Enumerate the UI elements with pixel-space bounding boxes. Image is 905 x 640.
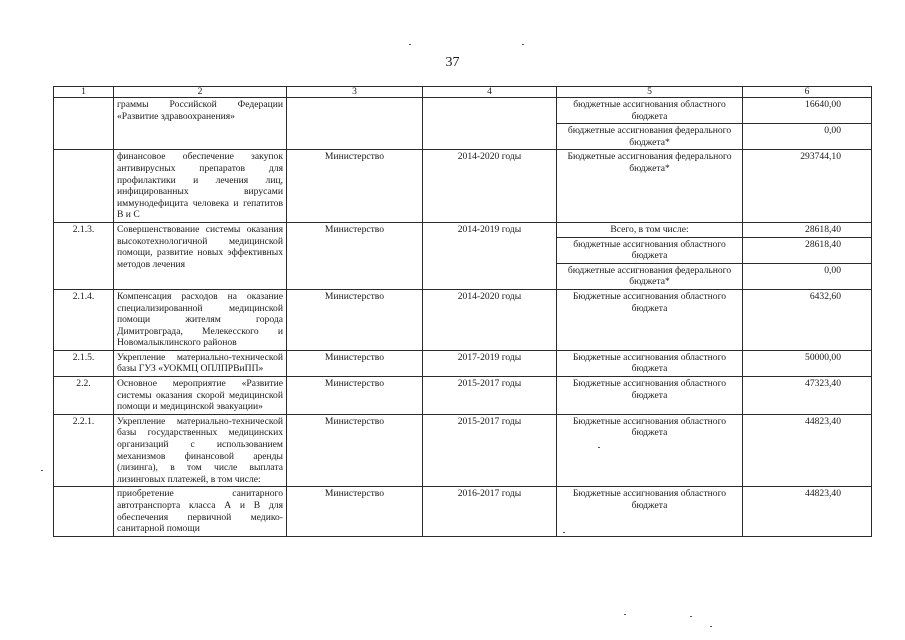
amount: 16640,00 bbox=[743, 98, 872, 124]
amount: 44823,40 bbox=[743, 487, 872, 536]
period: 2015-2017 годы bbox=[423, 377, 557, 415]
amount: 50000,00 bbox=[743, 350, 872, 376]
period bbox=[423, 98, 557, 150]
funding-source: Бюджетные ассигнования областного бюджета bbox=[557, 350, 743, 376]
row-number: 2.2.1. bbox=[54, 414, 114, 487]
scan-speck bbox=[598, 447, 600, 448]
table-row bbox=[54, 289, 872, 350]
header-row bbox=[54, 87, 872, 98]
responsible: Министерство bbox=[287, 487, 423, 536]
funding-source: Бюджетные ассигнования областного бюджета bbox=[557, 487, 743, 536]
scan-speck bbox=[710, 626, 712, 627]
funding-source: Бюджетные ассигнования областного бюджета bbox=[557, 377, 743, 415]
row-number bbox=[54, 150, 114, 223]
amount: 44823,40 bbox=[743, 414, 872, 487]
activity-name: Совершенствование системы оказания высокотехнологичной медицинской помощи, развитие новых эффективных методов лечения bbox=[114, 222, 287, 289]
table-row bbox=[54, 350, 872, 376]
amount: 28618,40 bbox=[743, 222, 872, 237]
funding-source: бюджетные ассигнования областного бюджета bbox=[557, 98, 743, 124]
header-col-6: 6 bbox=[743, 87, 872, 98]
responsible: Министерство bbox=[287, 350, 423, 376]
row-number: 2.2. bbox=[54, 377, 114, 415]
row-number: 2.1.4. bbox=[54, 289, 114, 350]
header-col-5: 5 bbox=[557, 87, 743, 98]
period: 2014-2020 годы bbox=[423, 289, 557, 350]
amount: 47323,40 bbox=[743, 377, 872, 415]
scan-speck bbox=[563, 532, 565, 533]
period: 2015-2017 годы bbox=[423, 414, 557, 487]
funding-source: бюджетные ассигнования федерального бюджета* bbox=[557, 124, 743, 150]
amount: 0,00 bbox=[743, 263, 872, 289]
period: 2014-2020 годы bbox=[423, 150, 557, 223]
responsible: Министерство bbox=[287, 377, 423, 415]
page-number: 37 bbox=[445, 55, 460, 70]
funding-source: Бюджетные ассигнования областного бюджета bbox=[557, 289, 743, 350]
table-row bbox=[54, 414, 872, 487]
table-row bbox=[54, 377, 872, 415]
header-col-2: 2 bbox=[114, 87, 287, 98]
scan-speck bbox=[522, 44, 524, 45]
row-number: 2.1.5. bbox=[54, 350, 114, 376]
period: 2014-2019 годы bbox=[423, 222, 557, 289]
table-row bbox=[54, 222, 872, 237]
activity-name: приобретение санитарного автотранспорта класса А и В для обеспечения первичной медико-санитарной помощи bbox=[114, 487, 287, 536]
responsible: Министерство bbox=[287, 222, 423, 289]
activity-name: финансовое обеспечение закупок антивирусных препаратов для профилактики и лечения лиц, инфицированных вирусами иммунодефицита человека и гепатитов В и С bbox=[114, 150, 287, 223]
activity-name: Укрепление материально-технической базы ГУЗ «УОКМЦ ОПЛПРВиПП» bbox=[114, 350, 287, 376]
amount: 6432,60 bbox=[743, 289, 872, 350]
funding-source: Бюджетные ассигнования федерального бюджета* bbox=[557, 150, 743, 223]
period: 2017-2019 годы bbox=[423, 350, 557, 376]
period: 2016-2017 годы bbox=[423, 487, 557, 536]
activity-name: Укрепление материально-технической базы государственных медицинских организаций с использованием механизмов финансовой аренды (лизинга), в том числе выплата лизинговых платежей, в том числе: bbox=[114, 414, 287, 487]
responsible: Министерство bbox=[287, 289, 423, 350]
funding-source: бюджетные ассигнования федерального бюджета* bbox=[557, 263, 743, 289]
row-number bbox=[54, 487, 114, 536]
scan-speck bbox=[409, 44, 411, 45]
amount: 28618,40 bbox=[743, 237, 872, 263]
row-number: 2.1.3. bbox=[54, 222, 114, 289]
table-row bbox=[54, 150, 872, 223]
responsible bbox=[287, 98, 423, 150]
table-row bbox=[54, 98, 872, 124]
funding-source: Всего, в том числе: bbox=[557, 222, 743, 237]
responsible: Министерство bbox=[287, 150, 423, 223]
scan-speck bbox=[624, 614, 626, 615]
amount: 0,00 bbox=[743, 124, 872, 150]
responsible: Министерство bbox=[287, 414, 423, 487]
amount: 293744,10 bbox=[743, 150, 872, 223]
scan-speck bbox=[690, 616, 692, 617]
funding-source: Бюджетные ассигнования областного бюджета bbox=[557, 414, 743, 487]
table-row bbox=[54, 487, 872, 536]
budget-table bbox=[53, 86, 872, 537]
activity-name: Компенсация расходов на оказание специализированной медицинской помощи жителям города Димитровграда, Мелекесского и Новомалыклинского районов bbox=[114, 289, 287, 350]
funding-source: бюджетные ассигнования областного бюджета bbox=[557, 237, 743, 263]
header-col-1: 1 bbox=[54, 87, 114, 98]
row-number bbox=[54, 98, 114, 150]
activity-name: Основное мероприятие «Развитие системы оказания скорой медицинской помощи и медицинской эвакуации» bbox=[114, 377, 287, 415]
activity-name: граммы Российской Федерации «Развитие здравоохранения» bbox=[114, 98, 287, 150]
header-col-3: 3 bbox=[287, 87, 423, 98]
scan-speck bbox=[41, 470, 43, 471]
header-col-4: 4 bbox=[423, 87, 557, 98]
